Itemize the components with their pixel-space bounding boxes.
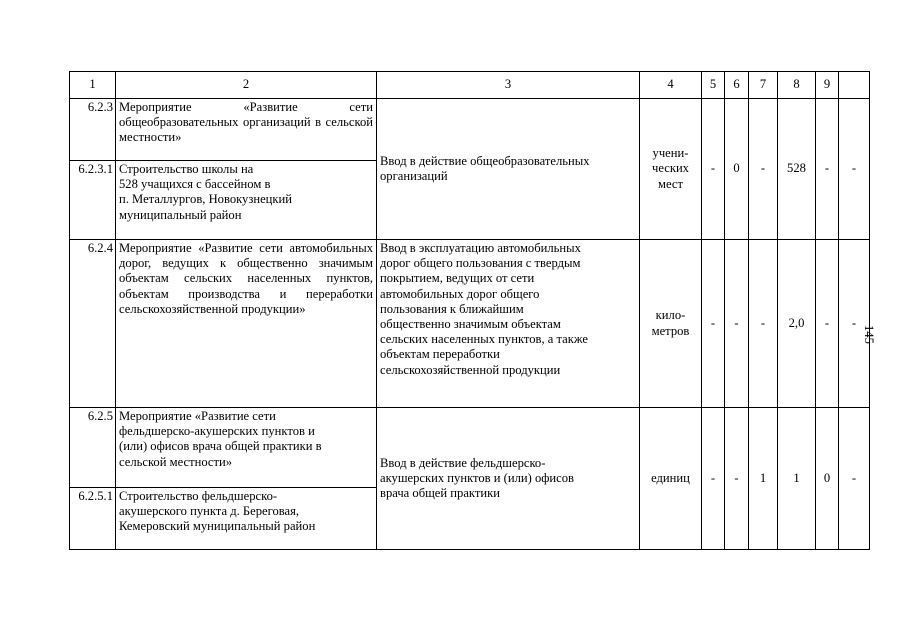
value-cell: - [816, 99, 839, 240]
item-name [116, 161, 377, 240]
value-cell: - [839, 408, 870, 550]
value-cell: - [816, 240, 839, 408]
item-name [116, 408, 377, 488]
indicator-line: акушерских пунктов и (или) офисов [380, 470, 574, 485]
name-line: Кемеровский муниципальный район [119, 519, 316, 534]
name-line: сельской местности» [119, 454, 233, 469]
name-line: акушерского пункта д. Береговая, [119, 504, 300, 519]
value-cell: - [725, 240, 749, 408]
value-cell: 1 [778, 408, 816, 550]
table-row [70, 99, 870, 161]
value-cell: 0 [816, 408, 839, 550]
value-cell: 528 [778, 99, 816, 240]
indicator-line: пользования к ближайшим [380, 301, 524, 316]
value-cell: 1 [749, 408, 778, 550]
item-name: Мероприятие «Развитие сети общеобразовательных организаций в сельской местности» [116, 99, 377, 161]
value-cell: - [839, 240, 870, 408]
name-line: фельдшерско-акушерских пунктов и [119, 424, 315, 439]
unit-cell [640, 99, 702, 240]
indicator-line: автомобильных дорог общего [380, 286, 540, 301]
unit-cell: единиц [640, 408, 702, 550]
value-cell: - [702, 408, 725, 550]
indicator-line: Ввод в действие фельдшерско- [380, 455, 546, 470]
item-name [116, 488, 377, 550]
header-cell: 3 [377, 72, 640, 99]
header-cell [839, 72, 870, 99]
item-number: 6.2.3 [70, 99, 116, 161]
value-cell: 0 [725, 99, 749, 240]
header-cell: 6 [725, 72, 749, 99]
name-line: Строительство школы на [119, 162, 254, 176]
unit-line: ческих [652, 161, 689, 176]
header-cell: 4 [640, 72, 702, 99]
header-cell: 2 [116, 72, 377, 99]
value-cell: - [725, 408, 749, 550]
header-cell: 8 [778, 72, 816, 99]
table-header-row [70, 72, 870, 99]
item-number: 6.2.5.1 [70, 488, 116, 550]
measures-table [69, 71, 870, 550]
table-row [70, 240, 870, 408]
item-number: 6.2.4 [70, 240, 116, 408]
table-row [70, 408, 870, 488]
indicator-line: Ввод в эксплуатацию автомобильных [380, 241, 581, 255]
unit-line: мест [658, 176, 683, 191]
value-cell: - [839, 99, 870, 240]
name-line: муниципальный район [119, 207, 242, 222]
unit-line: учени- [652, 146, 689, 161]
value-cell: - [749, 99, 778, 240]
indicator-line: сельскохозяйственной продукции [380, 362, 561, 377]
value-cell: - [702, 99, 725, 240]
indicator-line: сельских населенных пунктов, а также [380, 332, 589, 347]
value-cell: 2,0 [778, 240, 816, 408]
header-cell: 9 [816, 72, 839, 99]
indicator-line: покрытием, ведущих от сети [380, 271, 535, 286]
unit-cell [640, 240, 702, 408]
name-line: Мероприятие «Развитие сети [119, 409, 276, 423]
name-line: Строительство фельдшерско- [119, 489, 278, 503]
item-name: Мероприятие «Развитие сети автомобильных дорог, ведущих к общественно значимым объектам сельских населенных пунктов, объектам производства и переработки сельскохозяйственной продукции» [116, 240, 377, 408]
name-line: (или) офисов врача общей практики в [119, 439, 322, 454]
indicator-line: врача общей практики [380, 486, 500, 501]
indicator-line: объектам переработки [380, 347, 500, 362]
value-cell: - [749, 240, 778, 408]
value-cell: - [702, 240, 725, 408]
name-line: п. Металлургов, Новокузнецкий [119, 192, 292, 207]
name-line: 528 учащихся с бассейном в [119, 177, 271, 192]
unit-line: метров [651, 323, 690, 338]
indicator-cell: Ввод в действие общеобразовательных организаций [377, 99, 640, 240]
indicator-cell [377, 408, 640, 550]
page-number: 145 [862, 325, 876, 344]
header-cell: 1 [70, 72, 116, 99]
indicator-cell [377, 240, 640, 408]
item-number: 6.2.5 [70, 408, 116, 488]
header-cell: 7 [749, 72, 778, 99]
item-number: 6.2.3.1 [70, 161, 116, 240]
unit-line: кило- [655, 308, 686, 323]
indicator-line: дорог общего пользования с твердым [380, 256, 581, 271]
header-cell: 5 [702, 72, 725, 99]
indicator-line: общественно значимым объектам [380, 317, 561, 332]
